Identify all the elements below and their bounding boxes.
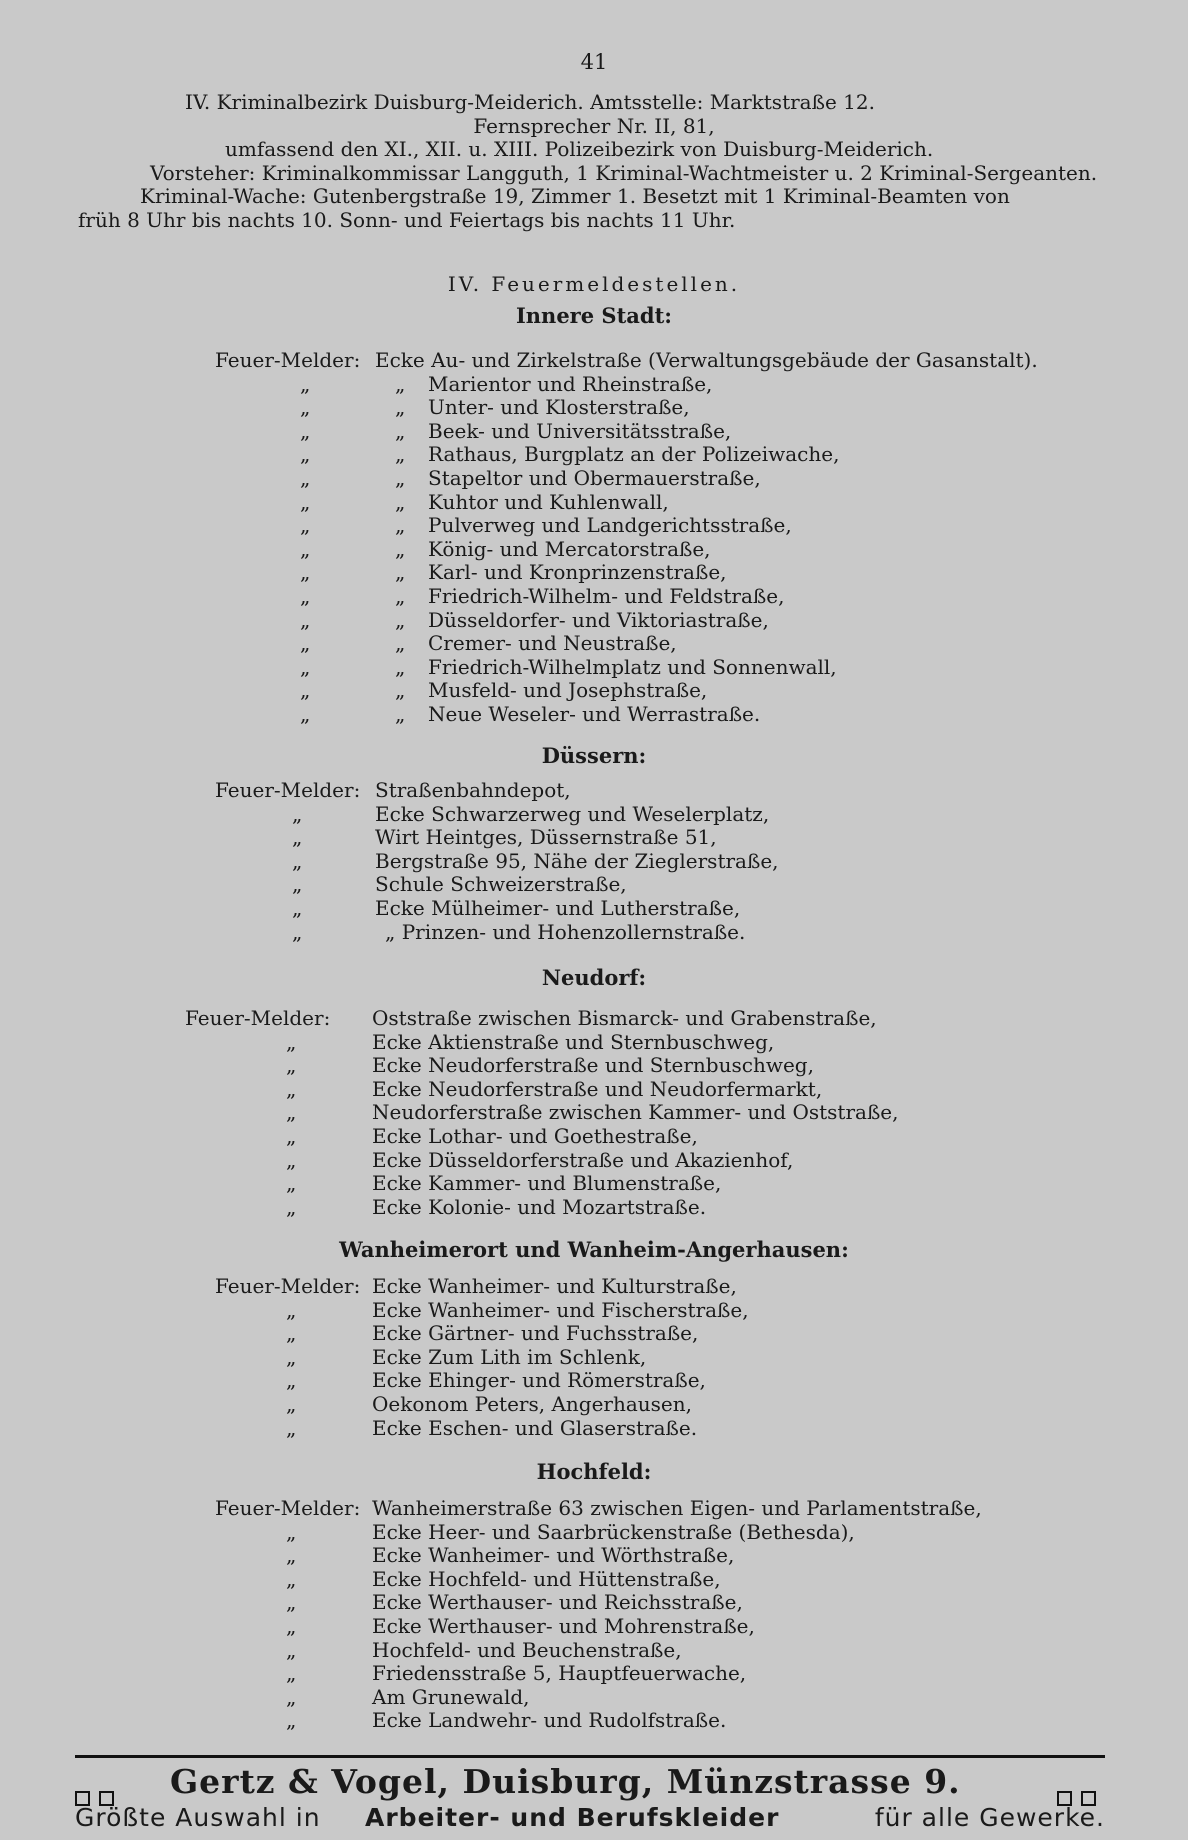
ditto-mark: „	[286, 1684, 297, 1709]
fire-alarm-location: Ecke Zum Lith im Schlenk,	[372, 1344, 647, 1369]
ditto-mark: „	[286, 1344, 297, 1369]
ditto-mark-second: „	[395, 466, 406, 490]
fire-alarm-location: Ecke Hochfeld- und Hüttenstraße,	[372, 1566, 721, 1591]
ditto-mark: „	[300, 395, 311, 420]
ditto-mark: „	[286, 1171, 297, 1196]
area-heading: Hochfeld:	[536, 1459, 652, 1484]
advert-rule	[75, 1755, 1105, 1758]
fire-alarm-location: Ecke Wanheimer- und Wörthstraße,	[372, 1543, 735, 1568]
ditto-mark: „	[286, 1519, 297, 1544]
fire-alarm-location: Rathaus, Burgplatz an der Polizeiwache,	[428, 442, 840, 467]
ditto-mark: „	[300, 560, 311, 585]
ditto-mark: „	[300, 631, 311, 656]
ditto-mark: „	[286, 1147, 297, 1172]
ditto-mark: „	[300, 442, 311, 467]
ditto-mark: „	[286, 1321, 297, 1346]
ditto-mark-second: „	[395, 536, 406, 561]
fire-alarm-location: Ecke Kammer- und Blumenstraße,	[372, 1171, 722, 1196]
fire-alarm-location: Ecke Neudorferstraße und Neudorfermarkt,	[372, 1076, 823, 1101]
fire-alarm-location: Cremer- und Neustraße,	[428, 631, 677, 656]
ditto-mark: „	[286, 1029, 297, 1054]
fire-alarm-location: Neudorferstraße zwischen Kammer- und Oststraße,	[372, 1100, 899, 1125]
fire-alarm-location: Wirt Heintges, Düssernstraße 51,	[375, 825, 717, 850]
fire-alarm-location: Ecke Kolonie- und Mozartstraße.	[372, 1194, 707, 1219]
ditto-mark-second: „	[395, 395, 406, 420]
ditto-mark: „	[300, 418, 311, 443]
fire-alarm-location: Beek- und Universitätsstraße,	[428, 418, 732, 443]
police-watch-line: Kriminal-Wache: Gutenbergstraße 19, Zimmer 1. Besetzt mit 1 Kriminal-Beamten von	[140, 184, 1010, 208]
fire-alarm-location: Pulverweg und Landgerichtsstraße,	[428, 513, 792, 538]
ditto-mark: „	[286, 1076, 297, 1101]
fire-alarm-location: Friedensstraße 5, Hauptfeuerwache,	[372, 1661, 747, 1686]
ditto-mark-second: „	[395, 418, 406, 443]
ditto-mark: „	[292, 848, 303, 873]
police-scope-line: umfassend den XI., XII. u. XIII. Polizeibezirk von Duisburg-Meiderich.	[225, 137, 934, 161]
area-heading: Düssern:	[541, 743, 647, 768]
ditto-mark: „	[300, 536, 311, 561]
fire-alarm-location: König- und Mercatorstraße,	[428, 536, 711, 561]
area-heading: Neudorf:	[541, 965, 647, 990]
fire-alarm-location: Düsseldorfer- und Viktoriastraße,	[428, 607, 769, 632]
ditto-mark-second: „	[395, 513, 406, 538]
fire-alarm-location: Schule Schweizerstraße,	[375, 872, 627, 897]
fire-alarm-location: Kuhtor und Kuhlenwall,	[428, 489, 669, 514]
fire-alarm-location: Wanheimerstraße 63 zwischen Eigen- und Parlamentstraße,	[372, 1496, 982, 1520]
ditto-mark: „	[286, 1614, 297, 1638]
fire-alarm-location: Ecke Heer- und Saarbrückenstraße (Bethesda),	[372, 1519, 855, 1544]
area-heading: Innere Stadt:	[515, 303, 673, 328]
ditto-mark-second: „	[395, 654, 406, 679]
fire-alarm-location: Oekonom Peters, Angerhausen,	[372, 1392, 692, 1416]
fire-alarm-location: Friedrich-Wilhelm- und Feldstraße,	[428, 584, 785, 608]
fire-alarm-location: Ecke Werthauser- und Mohrenstraße,	[372, 1614, 755, 1638]
fire-alarm-location: Ecke Au- und Zirkelstraße (Verwaltungsgebäude der Gasanstalt).	[375, 348, 1038, 372]
ditto-mark: „	[292, 919, 303, 944]
ditto-mark: „	[286, 1100, 297, 1125]
fire-alarm-location: Marientor und Rheinstraße,	[428, 371, 713, 396]
ditto-mark-second: „	[395, 678, 406, 703]
ditto-mark-second: „	[395, 607, 406, 632]
ditto-mark: „	[286, 1543, 297, 1568]
advert-company-line	[75, 1762, 1105, 1806]
fire-alarm-location: Straßenbahndepot,	[375, 778, 571, 802]
ditto-mark-second: „	[395, 631, 406, 656]
fire-alarm-location: Ecke Gärtner- und Fuchsstraße,	[372, 1321, 699, 1346]
section-title: IV. Feuermeldestellen.	[447, 272, 741, 296]
fire-alarm-location: Ecke Wanheimer- und Kulturstraße,	[372, 1274, 737, 1298]
fire-alarm-location: Neue Weseler- und Werrastraße.	[428, 702, 761, 726]
ditto-mark-second: „	[395, 702, 406, 726]
ditto-mark: „	[286, 1415, 297, 1440]
advert-slogan-start: Größte Auswahl in	[75, 1803, 321, 1832]
police-district-line: IV. Kriminalbezirk Duisburg-Meiderich. Amtsstelle: Marktstraße 12.	[185, 90, 875, 114]
advert-slogan-middle: Arbeiter- und Berufskleider	[365, 1803, 780, 1832]
ditto-mark: „	[292, 872, 303, 897]
fire-alarm-location: Ecke Mülheimer- und Lutherstraße,	[375, 896, 741, 920]
police-phone-line: Fernsprecher Nr. II, 81,	[473, 114, 715, 138]
fire-alarm-location: Oststraße zwischen Bismarck- und Grabenstraße,	[372, 1006, 877, 1030]
fire-alarm-location: Ecke Wanheimer- und Fischerstraße,	[372, 1297, 749, 1322]
fire-alarm-location: Stapeltor und Obermauerstraße,	[428, 466, 761, 490]
ditto-mark: „	[286, 1566, 297, 1591]
fire-alarm-location: Karl- und Kronprinzenstraße,	[428, 560, 727, 585]
feuer-melder-label: Feuer-Melder:	[215, 778, 361, 802]
police-head-line: Vorsteher: Kriminalkommissar Langguth, 1 Kriminal-Wachtmeister u. 2 Kriminal-Sergeanten.	[150, 161, 1098, 185]
ditto-mark: „	[286, 1368, 297, 1393]
fire-alarm-location: Ecke Aktienstraße und Sternbuschweg,	[372, 1029, 775, 1054]
police-hours-line: früh 8 Uhr bis nachts 10. Sonn- und Feiertags bis nachts 11 Uhr.	[78, 208, 736, 232]
feuer-melder-label: Feuer-Melder:	[215, 1496, 361, 1520]
feuer-melder-label: Feuer-Melder:	[185, 1006, 331, 1030]
ditto-mark-second: „	[395, 489, 406, 514]
page-number: 41	[580, 50, 608, 74]
ditto-mark: „	[300, 371, 311, 396]
ditto-mark: „	[300, 654, 311, 679]
ditto-mark: „	[300, 678, 311, 703]
ditto-mark: „	[286, 1590, 297, 1615]
fire-alarm-location: Musfeld- und Josephstraße,	[428, 678, 708, 703]
ditto-mark: „	[292, 825, 303, 850]
fire-alarm-location: Ecke Werthauser- und Reichsstraße,	[372, 1590, 743, 1615]
ditto-mark-second: „	[395, 442, 406, 467]
fire-alarm-location: Ecke Düsseldorferstraße und Akazienhof,	[372, 1147, 794, 1172]
ditto-mark: „	[300, 513, 311, 538]
fire-alarm-location: „ Prinzen- und Hohenzollernstraße.	[385, 919, 746, 944]
ditto-mark: „	[286, 1124, 297, 1148]
fire-alarm-location: Ecke Landwehr- und Rudolfstraße.	[372, 1708, 727, 1733]
ditto-mark: „	[286, 1392, 297, 1416]
fire-alarm-location: Ecke Eschen- und Glaserstraße.	[372, 1415, 698, 1440]
fire-alarm-location: Am Grunewald,	[372, 1684, 530, 1709]
fire-alarm-location: Friedrich-Wilhelmplatz und Sonnenwall,	[428, 654, 837, 679]
ditto-mark-second: „	[395, 560, 406, 585]
ditto-mark: „	[286, 1637, 297, 1662]
area-heading: Wanheimerort und Wanheim-Angerhausen:	[339, 1237, 849, 1262]
advert-company: Gertz & Vogel, Duisburg, Münzstrasse 9.	[170, 1762, 961, 1801]
ditto-mark: „	[292, 896, 303, 920]
advert-slogan-end: für alle Gewerke.	[874, 1803, 1105, 1832]
fire-alarm-location: Ecke Schwarzerweg und Weselerplatz,	[375, 801, 770, 826]
fire-alarm-location: Ecke Neudorferstraße und Sternbuschweg,	[372, 1053, 814, 1078]
ditto-mark-second: „	[395, 371, 406, 396]
ditto-mark: „	[286, 1297, 297, 1322]
feuer-melder-label: Feuer-Melder:	[215, 348, 361, 372]
ditto-mark: „	[286, 1661, 297, 1686]
fire-alarm-location: Ecke Lothar- und Goethestraße,	[372, 1124, 698, 1148]
ditto-mark-second: „	[395, 584, 406, 608]
feuer-melder-label: Feuer-Melder:	[215, 1274, 361, 1298]
ditto-mark: „	[286, 1053, 297, 1078]
ditto-mark: „	[300, 702, 311, 726]
ditto-mark: „	[286, 1194, 297, 1219]
fire-alarm-location: Unter- und Klosterstraße,	[428, 395, 690, 420]
ditto-mark: „	[286, 1708, 297, 1733]
fire-alarm-location: Bergstraße 95, Nähe der Zieglerstraße,	[375, 848, 779, 873]
ditto-mark: „	[300, 607, 311, 632]
ditto-mark: „	[300, 466, 311, 490]
ditto-mark: „	[300, 489, 311, 514]
fire-alarm-location: Ecke Ehinger- und Römerstraße,	[372, 1368, 706, 1393]
fire-alarm-location: Hochfeld- und Beuchenstraße,	[372, 1637, 682, 1662]
ditto-mark: „	[300, 584, 311, 608]
ditto-mark: „	[292, 801, 303, 826]
